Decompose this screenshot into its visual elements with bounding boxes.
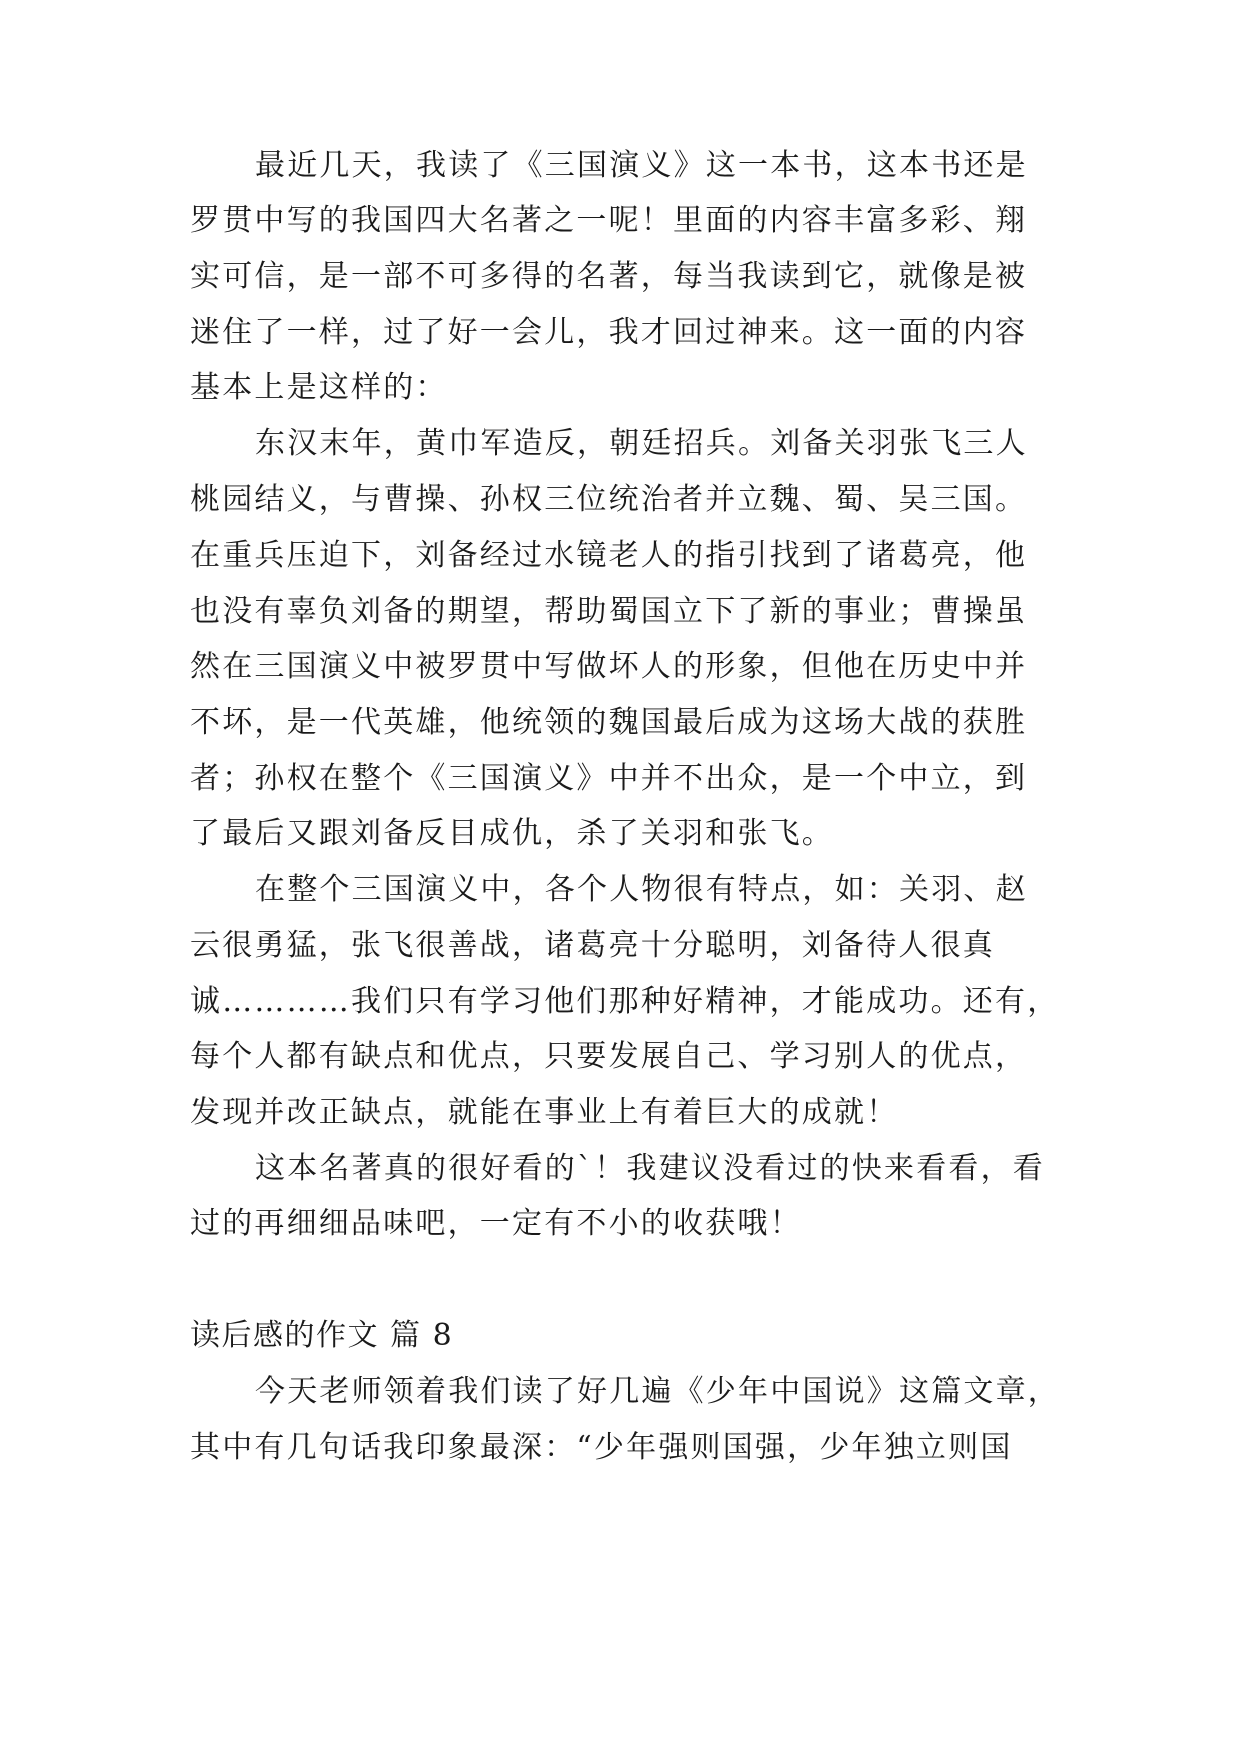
paragraph-line: 罗贯中写的我国四大名著之一呢！里面的内容丰富多彩、翔 — [190, 203, 1028, 238]
paragraph-line: 实可信，是一部不可多得的名著，每当我读到它，就像是被 — [190, 259, 1028, 294]
paragraph-line: 这本名著真的很好看的`！我建议没看过的快来看看，看 — [255, 1151, 1045, 1186]
paragraph-line: 东汉末年，黄巾军造反，朝廷招兵。刘备关羽张飞三人 — [255, 426, 1028, 461]
paragraph-line: 者；孙权在整个《三国演义》中并不出众，是一个中立，到 — [190, 761, 1028, 796]
paragraph-line: 了最后又跟刘备反目成仇，杀了关羽和张飞。 — [190, 816, 834, 851]
section-heading: 读后感的作文 篇 8 — [190, 1318, 454, 1353]
paragraph-line: 其中有几句话我印象最深：“少年强则国强，少年独立则国 — [190, 1430, 1013, 1465]
paragraph-line: 在重兵压迫下，刘备经过水镜老人的指引找到了诸葛亮，他 — [190, 538, 1028, 573]
paragraph-line: 发现并改正缺点，就能在事业上有着巨大的成就！ — [190, 1095, 899, 1130]
paragraph-line: 桃园结义，与曹操、孙权三位统治者并立魏、蜀、吴三国。 — [190, 482, 1028, 517]
paragraph-line: 每个人都有缺点和优点，只要发展自己、学习别人的优点， — [190, 1039, 1028, 1074]
paragraph-line: 最近几天，我读了《三国演义》这一本书，这本书还是 — [255, 148, 1028, 183]
paragraph-line: 也没有辜负刘备的期望，帮助蜀国立下了新的事业；曹操虽 — [190, 594, 1028, 629]
paragraph-line: 今天老师领着我们读了好几遍《少年中国说》这篇文章， — [255, 1374, 1060, 1409]
paragraph-line: 在整个三国演义中，各个人物很有特点，如：关羽、赵 — [255, 872, 1028, 907]
paragraph-line: 云很勇猛，张飞很善战，诸葛亮十分聪明，刘备待人很真 — [190, 928, 995, 963]
paragraph-line: 不坏，是一代英雄，他统领的魏国最后成为这场大战的获胜 — [190, 705, 1028, 740]
paragraph-line: 诚…………我们只有学习他们那种好精神，才能成功。还有， — [190, 984, 1060, 1019]
paragraph-line: 然在三国演义中被罗贯中写做坏人的形象，但他在历史中并 — [190, 649, 1028, 684]
paragraph-line: 基本上是这样的： — [190, 370, 448, 405]
paragraph-line: 迷住了一样，过了好一会儿，我才回过神来。这一面的内容 — [190, 315, 1028, 350]
paragraph-line: 过的再细细品味吧，一定有不小的收获哦！ — [190, 1206, 802, 1241]
